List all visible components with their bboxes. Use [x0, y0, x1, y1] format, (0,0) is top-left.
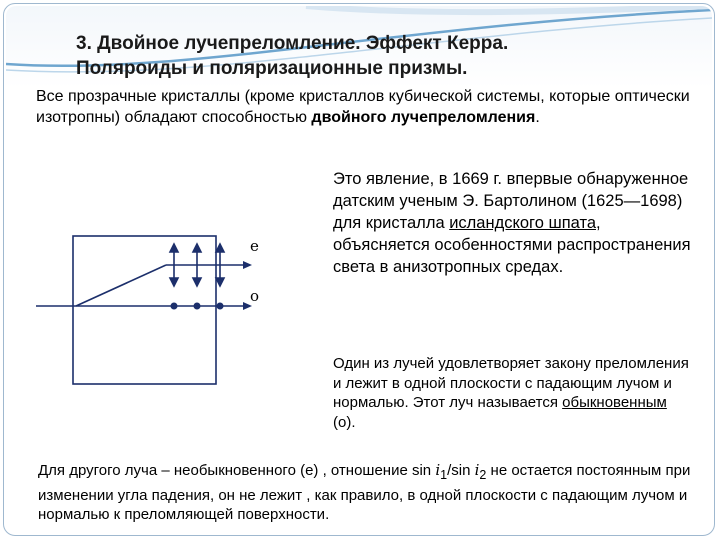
- angle-i2-subscript: 2: [479, 468, 487, 482]
- page-title: [76, 31, 696, 81]
- intro-text-end: .: [535, 109, 540, 126]
- e-ray-arrowhead: [243, 261, 252, 269]
- intro-bold-term: двойного лучепреломления: [311, 109, 536, 126]
- e-ray-label: e: [250, 237, 259, 255]
- angle-i1-subscript: 1: [440, 468, 448, 482]
- title-line-1: 3. Двойное лучепреломление. Эффект Керра.: [76, 33, 509, 54]
- crystal-block: [73, 236, 216, 384]
- extraordinary-ray-paragraph: [38, 461, 698, 525]
- extra-text: Для другого луча – необыкновенного (е) , отношение sin: [38, 462, 436, 479]
- extra-ratio-mid: /sin: [447, 462, 475, 479]
- discovery-paragraph: [333, 168, 693, 278]
- ordinary-text-end: (о).: [333, 413, 356, 431]
- title-line-2: Поляроиды и поляризационные призмы.: [76, 58, 468, 79]
- birefringence-diagram: [36, 228, 276, 388]
- discovery-text: Это явление, в 1669 г. впервые обнаруженное датским ученым Э. Бартолином (1625—1698) для кристалла: [333, 170, 689, 232]
- intro-paragraph: [36, 86, 696, 128]
- angle-i1: i: [435, 461, 441, 479]
- ordinary-text: Один из лучей удовлетворяет закону преломления и лежит в одной плоскости с падающим лучом и нормалью. Этот луч называется: [333, 355, 689, 411]
- ordinary-term: обыкновенным: [562, 394, 667, 411]
- extraordinary-ray-inside: [76, 265, 166, 306]
- angle-i2: i: [474, 461, 480, 479]
- o-ray-label: o: [250, 287, 260, 305]
- intro-text: Все прозрачные кристаллы (кроме кристаллов кубической системы, которые оптически изотропны) обладают способностью: [36, 88, 690, 126]
- discovery-text-end: , объясняется особенностями распространения света в анизотропных средах.: [333, 214, 691, 276]
- extra-text-end: не остается постоянным при изменении угла падения, он не лежит , как правило, в одной плоскости с падающим лучом и нормалью к преломляющей поверхности.: [38, 462, 691, 523]
- ordinary-ray-paragraph: [333, 354, 693, 432]
- iceland-spar-term: исландского шпата: [449, 214, 596, 232]
- title-band: [6, 6, 712, 88]
